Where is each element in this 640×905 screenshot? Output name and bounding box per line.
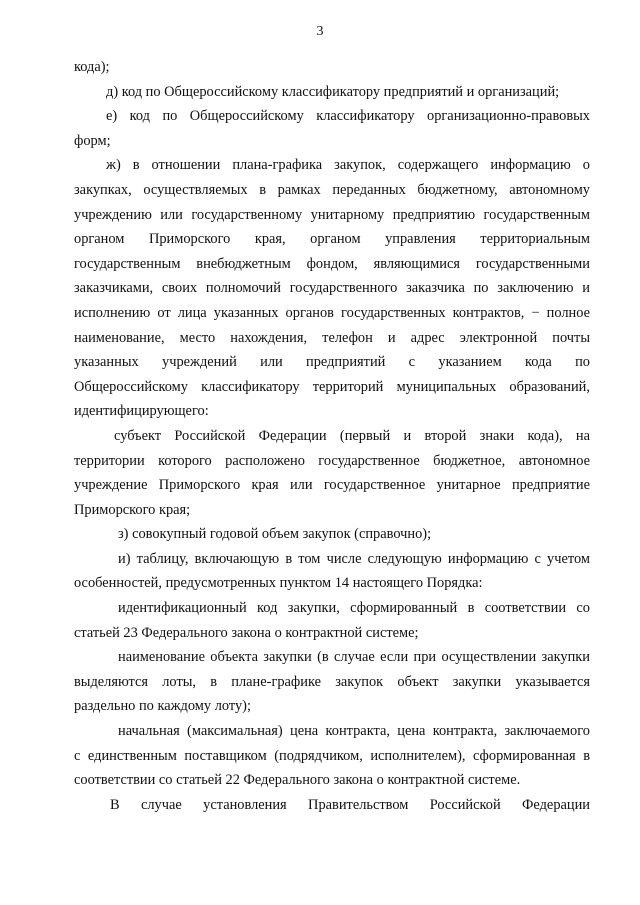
text-line: з) совокупный годовой объем закупок (справочно); <box>118 526 432 543</box>
text-line: территории которого расположено государственное бюджетное, автономное <box>74 452 590 469</box>
page-number: 3 <box>316 24 324 39</box>
text-line: указанных учреждений или предприятий с указанием кода по <box>74 354 590 371</box>
text-line: д) код по Общероссийскому классификатору предприятий и организаций; <box>106 83 560 100</box>
text-line: Приморского края; <box>74 501 191 518</box>
text-line: исполнению от лица указанных органов государственных контрактов, − полное <box>74 304 590 321</box>
text-line: статьей 23 Федерального закона о контрактной системе; <box>74 624 419 641</box>
text-line: и) таблицу, включающую в том числе следующую информацию с учетом <box>118 550 590 567</box>
text-line: субъект Российской Федерации (первый и второй знаки кода), на <box>114 427 590 444</box>
text-line: Общероссийскому классификатору территорий муниципальных образований, <box>74 378 590 395</box>
text-line: В случае установления Правительством Российской Федерации <box>110 796 590 813</box>
text-line: соответствии со статьей 22 Федерального закона о контрактной системе. <box>74 772 521 789</box>
text-line: выделяются лоты, в плане-графике закупок объект закупки указывается <box>74 673 590 690</box>
text-line: ж) в отношении плана-графика закупок, содержащего информацию о <box>106 157 590 174</box>
text-line: идентификационный код закупки, сформированный в соответствии со <box>118 600 590 617</box>
text-line: начальная (максимальная) цена контракта, цена контракта, заключаемого <box>118 723 590 740</box>
text-line: наименование объекта закупки (в случае если при осуществлении закупки <box>118 649 590 666</box>
text-line: учреждение Приморского края или государственное унитарное предприятие <box>74 477 590 494</box>
text-line: форм; <box>74 132 111 149</box>
text-line: заказчиками, своих полномочий государственного заказчика по заключению и <box>74 280 590 297</box>
text-line: наименование, место нахождения, телефон и адрес электронной почты <box>74 329 590 346</box>
text-line: органом Приморского края, органом управления территориальным <box>74 231 590 248</box>
text-line: государственным внебюджетным фондом, являющимися государственными <box>74 255 590 272</box>
text-line: кода); <box>74 59 110 75</box>
text-line: е) код по Общероссийскому классификатору организационно-правовых <box>106 108 590 125</box>
text-line: закупках, осуществляемых в рамках переданных бюджетному, автономному <box>74 181 590 198</box>
text-line: раздельно по каждому лоту); <box>74 698 251 715</box>
text-line: учреждению или государственному унитарному предприятию государственным <box>74 206 590 223</box>
text-line: с единственным поставщиком (подрядчиком, исполнителем), сформированная в <box>74 747 590 764</box>
text-line: особенностей, предусмотренных пунктом 14 настоящего Порядка: <box>74 575 483 592</box>
document-body <box>74 55 590 817</box>
text-line: идентифицирующего: <box>74 403 209 420</box>
